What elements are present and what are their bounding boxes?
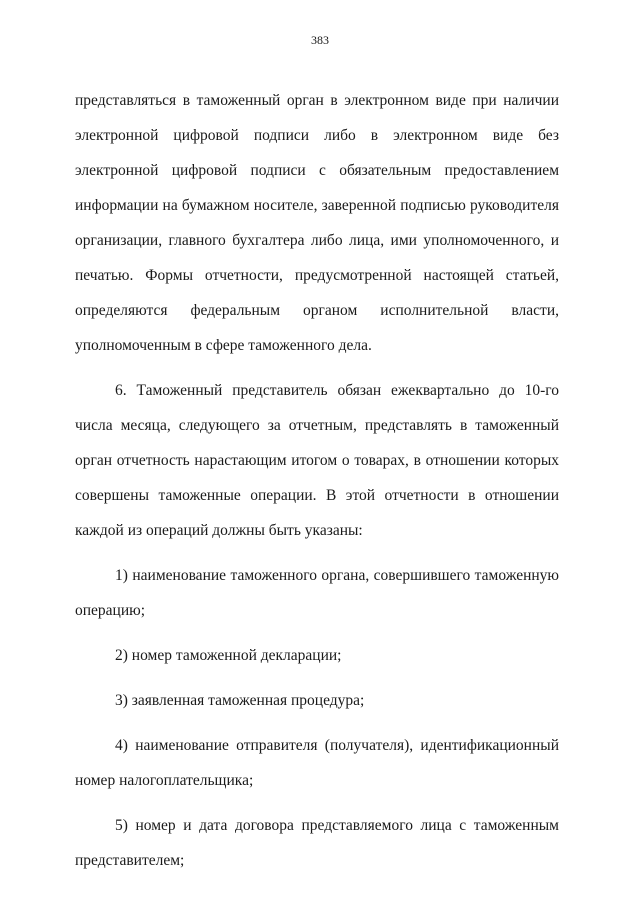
list-item-5: 5) номер и дата договора представляемого лица с таможенным представителем; [75, 817, 559, 869]
list-item-3: 3) заявленная таможенная процедура; [115, 692, 365, 709]
paragraph-continuation: представляться в таможенный орган в электронном виде при наличии электронной цифровой подписи либо в электронном виде без электронной цифровой подписи с обязательным предоставлением информации на бумажном носителе, заверенной подписью руководителя организации, главного бухгалтера либо лица, ими уполномоченного, и печатью. Формы отчетности, предусмотренной настоящей статьей, определяются федеральным органом исполнительной власти, уполномоченным в сфере таможенного дела. [75, 92, 559, 354]
list-item-1: 1) наименование таможенного органа, совершившего таможенную операцию; [75, 567, 559, 619]
document-body [75, 83, 559, 888]
list-item-2: 2) номер таможенной декларации; [115, 647, 342, 664]
list-item-4: 4) наименование отправителя (получателя), идентификационный номер налогоплательщика; [75, 737, 559, 789]
page-number: 383 [311, 33, 329, 47]
paragraph-item-6: 6. Таможенный представитель обязан ежеквартально до 10-го числа месяца, следующего за отчетным, представлять в таможенный орган отчетность нарастающим итогом о товарах, в отношении которых совершены таможенные операции. В этой отчетности в отношении каждой из операций должны быть указаны: [75, 382, 559, 539]
